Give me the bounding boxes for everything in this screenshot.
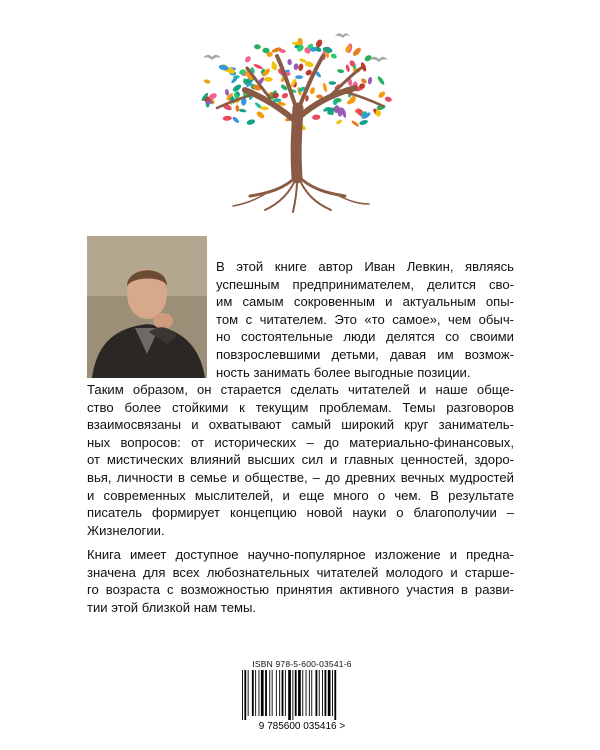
leaf bbox=[330, 53, 338, 60]
barcode-bar bbox=[332, 670, 333, 716]
leaf bbox=[281, 92, 289, 99]
text-line: вья, личности в семье и обществе, – до древних вечных мудростей bbox=[87, 469, 514, 485]
topics-paragraph bbox=[87, 381, 514, 539]
barcode-bar bbox=[276, 670, 277, 716]
barcode-bar bbox=[288, 670, 291, 720]
tree-illustration bbox=[185, 28, 410, 213]
leaf bbox=[232, 116, 241, 124]
barcode-bar bbox=[269, 670, 270, 716]
text-line: но состоятельные люди делятся со своими bbox=[216, 329, 514, 345]
leaf bbox=[363, 54, 372, 63]
leaf bbox=[255, 110, 265, 120]
text-line: ность занимать более выгодные позиции. bbox=[216, 364, 471, 380]
text-line: от мистических влияний высших сил и главных ценностей, здоро- bbox=[87, 452, 514, 468]
text-line: Таким образом, он старается сделать читателей и наше обще- bbox=[87, 382, 514, 397]
leaf bbox=[264, 77, 273, 82]
leaf bbox=[360, 78, 367, 85]
isbn-barcode bbox=[232, 670, 372, 732]
text-line: успешным предпринимателем, делится сво- bbox=[216, 276, 514, 292]
text-line: значена для всех любознательных читателей молодого и старше- bbox=[87, 564, 514, 580]
leaf bbox=[359, 119, 369, 126]
leaf bbox=[352, 46, 363, 57]
leaf bbox=[377, 75, 386, 85]
barcode-bar bbox=[334, 670, 336, 720]
text-line: том с читателем. Это «то самое», чем обыч- bbox=[216, 311, 514, 327]
text-line: ных вопросов: от исторических – до материально-финансовых, bbox=[87, 434, 514, 450]
text-line: ство более стойкими к текущим проблемам. Темы разговоров bbox=[87, 399, 514, 415]
barcode-bar bbox=[244, 670, 246, 720]
text-line: го возраста с возможностью принятия активного участия в разви- bbox=[87, 582, 514, 598]
tree-roots bbox=[233, 176, 369, 212]
barcode-bars bbox=[242, 670, 336, 720]
audience-paragraph bbox=[87, 546, 514, 616]
barcode-bar bbox=[306, 670, 307, 716]
text-line: Книга имеет доступное научно-популярное изложение и предна- bbox=[87, 547, 514, 562]
leaf bbox=[329, 81, 336, 85]
leaf bbox=[235, 105, 239, 112]
leaf bbox=[271, 46, 282, 53]
barcode-bar bbox=[261, 670, 264, 716]
barcode-bar bbox=[311, 670, 312, 716]
leaf bbox=[204, 79, 211, 85]
barcode-digits: 9 785600 035416 > bbox=[258, 721, 346, 732]
barcode-bar bbox=[272, 670, 273, 716]
text-line: тии этой близкой нам темы. bbox=[87, 599, 257, 615]
text-line: В этой книге автор Иван Левкин, являясь bbox=[216, 259, 514, 274]
leaf bbox=[253, 63, 263, 70]
isbn-label: ISBN 978-5-600-03541-6 bbox=[252, 659, 352, 669]
leaf bbox=[232, 83, 243, 93]
barcode-bar bbox=[298, 670, 301, 716]
leaf bbox=[351, 120, 360, 128]
barcode-bar bbox=[285, 670, 286, 716]
barcode-bar bbox=[319, 670, 320, 716]
barcode-bar bbox=[248, 670, 249, 716]
leaf bbox=[225, 89, 230, 96]
leaf bbox=[377, 90, 386, 99]
leaf bbox=[335, 119, 342, 125]
leaf bbox=[246, 118, 256, 125]
barcode-bar bbox=[255, 670, 256, 716]
leaf bbox=[287, 59, 292, 66]
text-line: взаимосвязаны и охватывают самый широкий круг заниматель- bbox=[87, 417, 514, 433]
leaf bbox=[239, 108, 247, 113]
author-photo bbox=[87, 236, 207, 378]
leaf bbox=[254, 44, 261, 49]
leaf bbox=[345, 64, 350, 72]
leaf bbox=[367, 77, 372, 85]
text-line: и современных мыслителей, и еще много о чем. В результате bbox=[87, 487, 514, 503]
barcode-bar bbox=[302, 670, 303, 716]
leaf bbox=[244, 55, 252, 63]
text-line: им самым сокровенным и актуальным опы- bbox=[216, 294, 514, 310]
barcode-bar bbox=[325, 670, 327, 716]
leaf bbox=[273, 98, 281, 102]
barcode-bar bbox=[252, 670, 254, 716]
barcode-bar bbox=[279, 670, 280, 716]
leaf bbox=[384, 96, 392, 103]
leaf bbox=[293, 63, 298, 70]
barcode-bar bbox=[328, 670, 331, 716]
text-line: Жизнелогии. bbox=[87, 522, 165, 538]
barcode-bar bbox=[295, 670, 297, 716]
leaf bbox=[337, 69, 345, 74]
barcode-bar bbox=[282, 670, 284, 716]
barcode-bar bbox=[316, 670, 318, 716]
leaf bbox=[309, 87, 316, 95]
text-line: повзрослевшими детьми, давая им возмож- bbox=[216, 346, 514, 362]
barcode-bar bbox=[292, 670, 293, 720]
barcode-bar bbox=[242, 670, 243, 720]
leaf bbox=[298, 63, 304, 71]
text-line: писатель формирует концепцию новой науки о благополучии – bbox=[87, 505, 514, 521]
leaf bbox=[223, 116, 233, 121]
barcode-bar bbox=[322, 670, 323, 716]
barcode-bar bbox=[309, 670, 310, 716]
leaf bbox=[295, 75, 303, 79]
barcode-bar bbox=[265, 670, 267, 716]
barcode-bar bbox=[259, 670, 260, 716]
about-paragraph bbox=[216, 258, 514, 381]
leaf bbox=[260, 106, 269, 110]
leaf bbox=[312, 114, 321, 120]
leaf bbox=[322, 82, 328, 92]
